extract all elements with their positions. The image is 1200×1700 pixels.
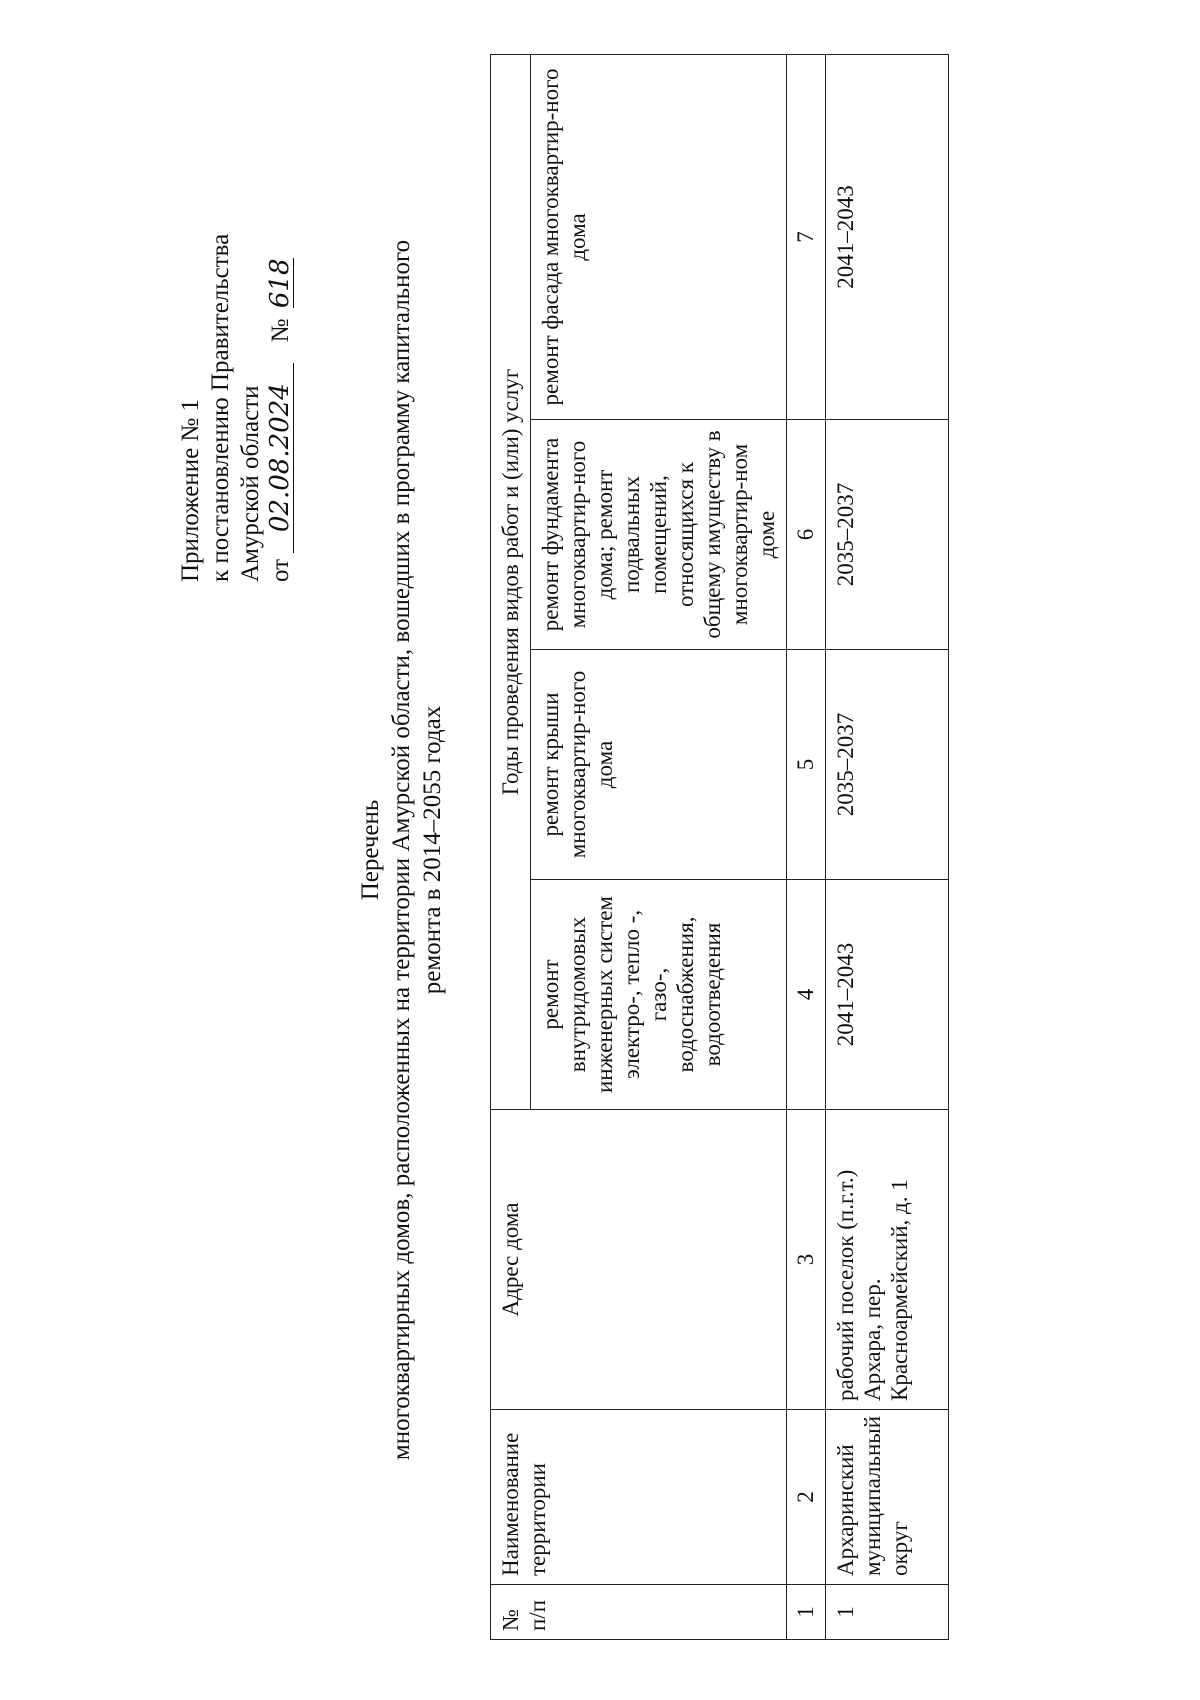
column-number: 2 [787,1410,826,1585]
header-address: Адрес дома [491,1110,787,1410]
header-engineering-systems: ремонт внутридомовых инженерных систем электро-, тепло -, газо-, водоснабжения, водоотведения [531,880,787,1110]
column-number-row [787,54,826,1639]
appendix-date-line [266,62,296,582]
document-title [355,150,448,1550]
appendix-line-3: Амурской области [237,385,264,582]
title-line-2: многоквартирных домов, расположенных на территории Амурской области, вошедших в программу капитального [388,239,415,1461]
column-number: 4 [787,880,826,1110]
table-row [826,54,949,1639]
row-foundation-years: 2035–2037 [826,420,949,650]
header-years-group: Годы проведения видов работ и (или) услуг [491,54,531,1109]
row-address: рабочий поселок (п.г.т.) Архара, пер. Красноармейский, д. 1 [826,1110,949,1410]
row-facade-years: 2041–2043 [826,54,949,419]
from-label: от [267,558,294,582]
column-number: 7 [787,54,826,419]
table-header-row [491,54,531,1639]
appendix-line-2: к постановлению Правительства [207,233,234,582]
header-facade: ремонт фасада многоквартир-ного дома [531,54,787,419]
row-roof-years: 2035–2037 [826,650,949,880]
number-label: № [267,318,294,343]
header-foundation: ремонт фундамента многоквартир-ного дома; ремонт подвальных помещений, относящихся к общему имуществу в многоквартир-ном доме [531,420,787,650]
handwritten-date: 02.08.2024 [267,363,294,553]
row-territory: Архаринский муниципальный округ [826,1410,949,1585]
header-number: № п/п [491,1585,787,1640]
column-number: 3 [787,1110,826,1410]
title-line-3: ремонта в 2014–2055 годах [419,705,446,995]
column-number: 5 [787,650,826,880]
row-engineering-years: 2041–2043 [826,880,949,1110]
column-number: 1 [787,1585,826,1640]
handwritten-number: 618 [265,258,295,309]
header-roof: ремонт крыши многоквартир-ного дома [531,650,787,880]
appendix-block [176,62,296,582]
row-number: 1 [826,1585,949,1640]
title-line-1: Перечень [357,799,384,901]
houses-table [490,54,949,1640]
column-number: 6 [787,420,826,650]
header-territory: Наименование территории [491,1410,787,1585]
appendix-line-1: Приложение № 1 [177,398,204,582]
